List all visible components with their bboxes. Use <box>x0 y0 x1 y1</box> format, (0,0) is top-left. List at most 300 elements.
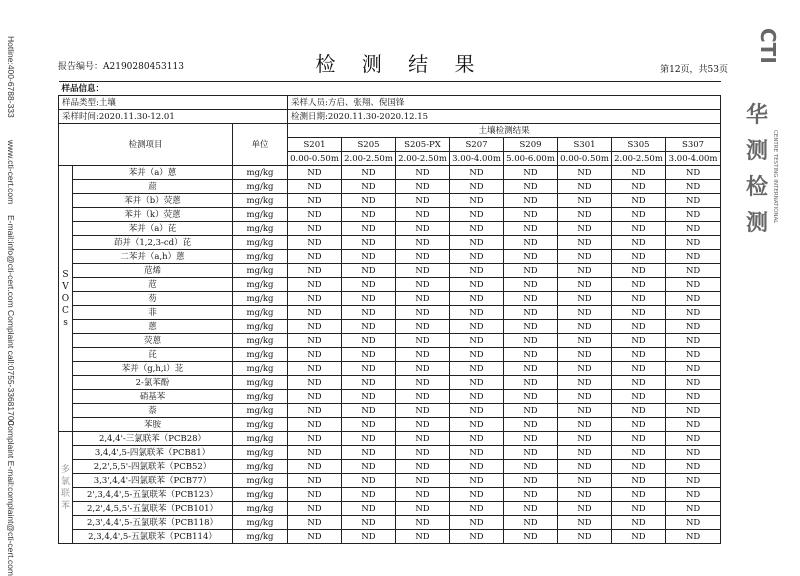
result-cell: ND <box>612 488 666 502</box>
item-unit: mg/kg <box>233 180 288 194</box>
item-name: 3,3',4,4'-四氯联苯（PCB77） <box>73 474 233 488</box>
sampler: 采样人员:方启、张翔、倪国锋 <box>288 96 721 110</box>
result-cell: ND <box>612 320 666 334</box>
result-cell: ND <box>504 348 558 362</box>
item-name: 苯并（b）荧蒽 <box>73 194 233 208</box>
result-cell: ND <box>612 334 666 348</box>
result-cell: ND <box>612 362 666 376</box>
sampling-time: 采样时间:2020.11.30-12.01 <box>59 110 288 124</box>
item-unit: mg/kg <box>233 236 288 250</box>
result-cell: ND <box>342 516 396 530</box>
item-name: 2,2',5,5'-四氯联苯（PCB52） <box>73 460 233 474</box>
result-cell: ND <box>396 166 450 180</box>
result-cell: ND <box>342 530 396 544</box>
sample-depth-cell: 0.00-0.50m <box>288 152 342 166</box>
result-cell: ND <box>450 320 504 334</box>
table-row <box>59 236 721 250</box>
result-cell: ND <box>558 208 612 222</box>
result-cell: ND <box>450 460 504 474</box>
result-cell: ND <box>612 404 666 418</box>
item-name: 䓛 <box>73 180 233 194</box>
table-row <box>59 502 721 516</box>
result-cell: ND <box>342 264 396 278</box>
result-cell: ND <box>342 334 396 348</box>
result-cell: ND <box>396 320 450 334</box>
result-cell: ND <box>450 432 504 446</box>
result-cell: ND <box>558 502 612 516</box>
sample-id-cell: S205 <box>342 138 396 152</box>
item-name: 萘 <box>73 404 233 418</box>
item-unit: mg/kg <box>233 334 288 348</box>
result-cell: ND <box>342 180 396 194</box>
item-name: 2,3',4,4',5-五氯联苯（PCB118） <box>73 516 233 530</box>
table-row <box>59 530 721 544</box>
item-unit: mg/kg <box>233 404 288 418</box>
result-cell: ND <box>612 194 666 208</box>
result-cell: ND <box>558 278 612 292</box>
result-cell: ND <box>612 278 666 292</box>
result-cell: ND <box>612 460 666 474</box>
result-cell: ND <box>450 334 504 348</box>
item-name: 二苯并（a,h）蒽 <box>73 250 233 264</box>
result-cell: ND <box>450 446 504 460</box>
result-cell: ND <box>504 222 558 236</box>
result-cell: ND <box>288 320 342 334</box>
result-cell: ND <box>450 348 504 362</box>
complaint-email-text: Complaint E-mail:complaint@cti-cert.com <box>6 420 16 576</box>
result-cell: ND <box>504 320 558 334</box>
item-name: 芴 <box>73 292 233 306</box>
result-cell: ND <box>342 446 396 460</box>
result-cell: ND <box>396 460 450 474</box>
result-cell: ND <box>504 208 558 222</box>
result-cell: ND <box>342 460 396 474</box>
result-cell: ND <box>450 306 504 320</box>
result-cell: ND <box>450 222 504 236</box>
result-cell: ND <box>558 334 612 348</box>
result-cell: ND <box>558 222 612 236</box>
table-row <box>59 166 721 180</box>
sample-id-cell: S207 <box>450 138 504 152</box>
result-cell: ND <box>558 166 612 180</box>
result-cell: ND <box>288 180 342 194</box>
result-cell: ND <box>396 418 450 432</box>
result-cell: ND <box>612 292 666 306</box>
result-cell: ND <box>558 362 612 376</box>
result-cell: ND <box>288 208 342 222</box>
result-cell: ND <box>450 264 504 278</box>
item-unit: mg/kg <box>233 194 288 208</box>
result-cell: ND <box>504 460 558 474</box>
item-name: 2,4,4'-三氯联苯（PCB28） <box>73 432 233 446</box>
sample-depth-cell: 3.00-4.00m <box>666 152 721 166</box>
item-header: 检测项目 <box>59 124 233 166</box>
result-cell: ND <box>558 432 612 446</box>
result-cell: ND <box>558 530 612 544</box>
result-cell: ND <box>396 208 450 222</box>
item-name: 芘 <box>73 348 233 362</box>
result-cell: ND <box>666 530 721 544</box>
result-cell: ND <box>342 432 396 446</box>
result-cell: ND <box>396 502 450 516</box>
result-cell: ND <box>666 292 721 306</box>
result-cell: ND <box>558 460 612 474</box>
table-row <box>59 180 721 194</box>
result-cell: ND <box>558 348 612 362</box>
result-cell: ND <box>342 222 396 236</box>
sample-depth-cell: 5.00-6.00m <box>504 152 558 166</box>
result-cell: ND <box>558 488 612 502</box>
group-label-text: 多氯联苯 <box>60 464 70 511</box>
result-cell: ND <box>288 292 342 306</box>
item-unit: mg/kg <box>233 292 288 306</box>
result-cell: ND <box>342 390 396 404</box>
result-cell: ND <box>396 278 450 292</box>
page-number: 第12页，共53页 <box>660 65 728 75</box>
table-row <box>59 208 721 222</box>
item-name: 菲 <box>73 306 233 320</box>
item-unit: mg/kg <box>233 166 288 180</box>
result-cell: ND <box>558 236 612 250</box>
result-cell: ND <box>666 390 721 404</box>
result-cell: ND <box>612 502 666 516</box>
result-cell: ND <box>612 180 666 194</box>
result-cell: ND <box>612 376 666 390</box>
result-cell: ND <box>666 460 721 474</box>
result-cell: ND <box>288 488 342 502</box>
results-header-row <box>59 124 721 138</box>
item-name: 蒽 <box>73 320 233 334</box>
item-name: 苯并（a）芘 <box>73 222 233 236</box>
result-cell: ND <box>288 250 342 264</box>
result-cell: ND <box>288 516 342 530</box>
result-cell: ND <box>612 432 666 446</box>
result-cell: ND <box>450 418 504 432</box>
result-cell: ND <box>450 208 504 222</box>
result-cell: ND <box>288 166 342 180</box>
result-cell: ND <box>396 516 450 530</box>
item-unit: mg/kg <box>233 390 288 404</box>
result-cell: ND <box>342 488 396 502</box>
result-cell: ND <box>612 446 666 460</box>
result-cell: ND <box>612 474 666 488</box>
result-cell: ND <box>612 222 666 236</box>
page-title: 检 测 结 果 <box>315 52 485 76</box>
result-cell: ND <box>666 194 721 208</box>
result-cell: ND <box>288 194 342 208</box>
sample-depth-cell: 2.00-2.50m <box>342 152 396 166</box>
item-unit: mg/kg <box>233 348 288 362</box>
item-unit: mg/kg <box>233 250 288 264</box>
item-unit: mg/kg <box>233 320 288 334</box>
result-cell: ND <box>558 418 612 432</box>
website-text: www.cti-cert.com <box>6 140 16 205</box>
result-cell: ND <box>342 418 396 432</box>
table-row <box>59 474 721 488</box>
result-cell: ND <box>612 348 666 362</box>
result-cell: ND <box>666 516 721 530</box>
item-unit: mg/kg <box>233 376 288 390</box>
result-cell: ND <box>342 208 396 222</box>
result-cell: ND <box>504 250 558 264</box>
results-header: 土壤检测结果 <box>288 124 721 138</box>
result-cell: ND <box>288 474 342 488</box>
item-name: 苯并（g,h,i）苝 <box>73 362 233 376</box>
item-name: 3,4,4',5-四氯联苯（PCB81） <box>73 446 233 460</box>
result-cell: ND <box>450 236 504 250</box>
result-cell: ND <box>666 180 721 194</box>
result-cell: ND <box>666 320 721 334</box>
result-cell: ND <box>396 390 450 404</box>
sample-id-cell: S209 <box>504 138 558 152</box>
item-unit: mg/kg <box>233 418 288 432</box>
result-cell: ND <box>450 530 504 544</box>
result-cell: ND <box>342 376 396 390</box>
result-cell: ND <box>288 306 342 320</box>
result-cell: ND <box>396 222 450 236</box>
result-cell: ND <box>396 404 450 418</box>
table-row <box>59 222 721 236</box>
result-cell: ND <box>666 502 721 516</box>
item-name: 2,2',4,5,5'-五氯联苯（PCB101） <box>73 502 233 516</box>
result-cell: ND <box>396 264 450 278</box>
result-cell: ND <box>450 250 504 264</box>
result-cell: ND <box>396 432 450 446</box>
result-cell: ND <box>504 404 558 418</box>
result-cell: ND <box>288 530 342 544</box>
result-cell: ND <box>666 250 721 264</box>
result-cell: ND <box>612 208 666 222</box>
group-label-text: SVOCs <box>61 269 70 328</box>
result-cell: ND <box>396 474 450 488</box>
result-cell: ND <box>666 488 721 502</box>
item-unit: mg/kg <box>233 432 288 446</box>
sample-id-cell: S305 <box>612 138 666 152</box>
result-cell: ND <box>288 390 342 404</box>
table-row <box>59 306 721 320</box>
result-cell: ND <box>342 362 396 376</box>
item-unit: mg/kg <box>233 502 288 516</box>
result-cell: ND <box>288 460 342 474</box>
result-cell: ND <box>396 446 450 460</box>
result-cell: ND <box>288 278 342 292</box>
table-row <box>59 516 721 530</box>
result-cell: ND <box>396 348 450 362</box>
result-cell: ND <box>396 292 450 306</box>
table-row <box>59 390 721 404</box>
table-row <box>59 292 721 306</box>
result-cell: ND <box>342 404 396 418</box>
result-cell: ND <box>504 278 558 292</box>
item-unit: mg/kg <box>233 264 288 278</box>
item-name: 2',3,4,4',5-五氯联苯（PCB123） <box>73 488 233 502</box>
result-cell: ND <box>342 502 396 516</box>
result-cell: ND <box>504 180 558 194</box>
table-row <box>59 250 721 264</box>
result-cell: ND <box>666 418 721 432</box>
result-cell: ND <box>666 404 721 418</box>
item-name: 荧蒽 <box>73 334 233 348</box>
cti-en-name: CENTRE TESTING INTERNATIONAL <box>772 130 778 224</box>
result-cell: ND <box>396 488 450 502</box>
result-cell: ND <box>288 404 342 418</box>
result-cell: ND <box>450 278 504 292</box>
unit-header: 单位 <box>233 124 288 166</box>
table-row <box>59 404 721 418</box>
group-label <box>59 166 73 432</box>
result-cell: ND <box>666 334 721 348</box>
result-cell: ND <box>504 530 558 544</box>
table-row <box>59 194 721 208</box>
result-cell: ND <box>342 278 396 292</box>
result-cell: ND <box>396 194 450 208</box>
result-cell: ND <box>504 376 558 390</box>
result-cell: ND <box>612 530 666 544</box>
result-cell: ND <box>288 376 342 390</box>
sample-id-cell: S205-PX <box>396 138 450 152</box>
result-cell: ND <box>612 390 666 404</box>
email-text: E-mail:info@cti-cert.com <box>6 215 16 308</box>
result-cell: ND <box>612 306 666 320</box>
item-unit: mg/kg <box>233 460 288 474</box>
result-cell: ND <box>288 236 342 250</box>
result-cell: ND <box>558 390 612 404</box>
result-cell: ND <box>558 376 612 390</box>
result-cell: ND <box>504 194 558 208</box>
item-name: 苊 <box>73 278 233 292</box>
item-unit: mg/kg <box>233 222 288 236</box>
sample-info-heading-row <box>59 82 721 96</box>
result-cell: ND <box>504 306 558 320</box>
result-cell: ND <box>666 222 721 236</box>
result-cell: ND <box>450 180 504 194</box>
result-cell: ND <box>666 432 721 446</box>
result-cell: ND <box>396 334 450 348</box>
result-cell: ND <box>288 502 342 516</box>
item-name: 苊烯 <box>73 264 233 278</box>
test-date: 检测日期:2020.11.30-2020.12.15 <box>288 110 721 124</box>
result-cell: ND <box>504 474 558 488</box>
result-cell: ND <box>558 292 612 306</box>
table-row <box>59 264 721 278</box>
item-unit: mg/kg <box>233 530 288 544</box>
result-cell: ND <box>504 446 558 460</box>
result-cell: ND <box>450 390 504 404</box>
item-unit: mg/kg <box>233 474 288 488</box>
cti-cn-name: 华测检测 <box>745 103 768 236</box>
item-name: 茚并（1,2,3-cd）芘 <box>73 236 233 250</box>
result-cell: ND <box>612 236 666 250</box>
result-cell: ND <box>504 432 558 446</box>
sample-info-row-1 <box>59 96 721 110</box>
item-unit: mg/kg <box>233 516 288 530</box>
result-cell: ND <box>288 348 342 362</box>
result-cell: ND <box>504 390 558 404</box>
item-unit: mg/kg <box>233 208 288 222</box>
result-cell: ND <box>666 236 721 250</box>
table-row <box>59 488 721 502</box>
result-cell: ND <box>450 474 504 488</box>
sample-info-row-2 <box>59 110 721 124</box>
result-cell: ND <box>450 194 504 208</box>
result-cell: ND <box>558 180 612 194</box>
results-table <box>58 81 721 544</box>
item-unit: mg/kg <box>233 278 288 292</box>
item-name: 苯胺 <box>73 418 233 432</box>
complaint-call-text: Complaint call:0755-33681700 <box>6 310 16 426</box>
result-cell: ND <box>504 236 558 250</box>
result-cell: ND <box>288 432 342 446</box>
result-cell: ND <box>288 334 342 348</box>
table-row <box>59 446 721 460</box>
result-cell: ND <box>612 516 666 530</box>
result-cell: ND <box>450 166 504 180</box>
result-cell: ND <box>504 516 558 530</box>
result-cell: ND <box>558 264 612 278</box>
sample-info-heading: 样品信息： <box>59 82 721 96</box>
result-cell: ND <box>342 474 396 488</box>
result-cell: ND <box>504 264 558 278</box>
result-cell: ND <box>288 264 342 278</box>
result-cell: ND <box>666 306 721 320</box>
result-cell: ND <box>558 320 612 334</box>
result-cell: ND <box>396 362 450 376</box>
result-cell: ND <box>450 516 504 530</box>
result-cell: ND <box>288 418 342 432</box>
result-cell: ND <box>558 516 612 530</box>
result-cell: ND <box>396 236 450 250</box>
cti-brand: CTI <box>756 28 780 64</box>
result-cell: ND <box>288 222 342 236</box>
result-cell: ND <box>504 488 558 502</box>
result-cell: ND <box>504 502 558 516</box>
sample-depth-cell: 3.00-4.00m <box>450 152 504 166</box>
result-cell: ND <box>612 418 666 432</box>
sample-id-cell: S307 <box>666 138 721 152</box>
result-cell: ND <box>504 292 558 306</box>
results-body <box>59 166 721 544</box>
item-name: 2-氯苯酚 <box>73 376 233 390</box>
result-cell: ND <box>666 446 721 460</box>
result-cell: ND <box>450 376 504 390</box>
result-cell: ND <box>558 446 612 460</box>
result-cell: ND <box>666 376 721 390</box>
result-cell: ND <box>450 362 504 376</box>
table-row <box>59 362 721 376</box>
table-row <box>59 460 721 474</box>
result-cell: ND <box>342 320 396 334</box>
sample-depth-cell: 2.00-2.50m <box>612 152 666 166</box>
result-cell: ND <box>666 278 721 292</box>
result-cell: ND <box>666 264 721 278</box>
result-cell: ND <box>612 264 666 278</box>
result-cell: ND <box>612 166 666 180</box>
result-cell: ND <box>666 208 721 222</box>
result-cell: ND <box>666 474 721 488</box>
result-cell: ND <box>396 530 450 544</box>
result-cell: ND <box>450 502 504 516</box>
result-cell: ND <box>342 194 396 208</box>
table-row <box>59 320 721 334</box>
item-name: 2,3,4,4',5-五氯联苯（PCB114） <box>73 530 233 544</box>
result-cell: ND <box>450 488 504 502</box>
result-cell: ND <box>342 292 396 306</box>
result-cell: ND <box>288 446 342 460</box>
result-cell: ND <box>342 250 396 264</box>
item-name: 苯并（k）荧蒽 <box>73 208 233 222</box>
sample-depth-cell: 0.00-0.50m <box>558 152 612 166</box>
table-row <box>59 334 721 348</box>
